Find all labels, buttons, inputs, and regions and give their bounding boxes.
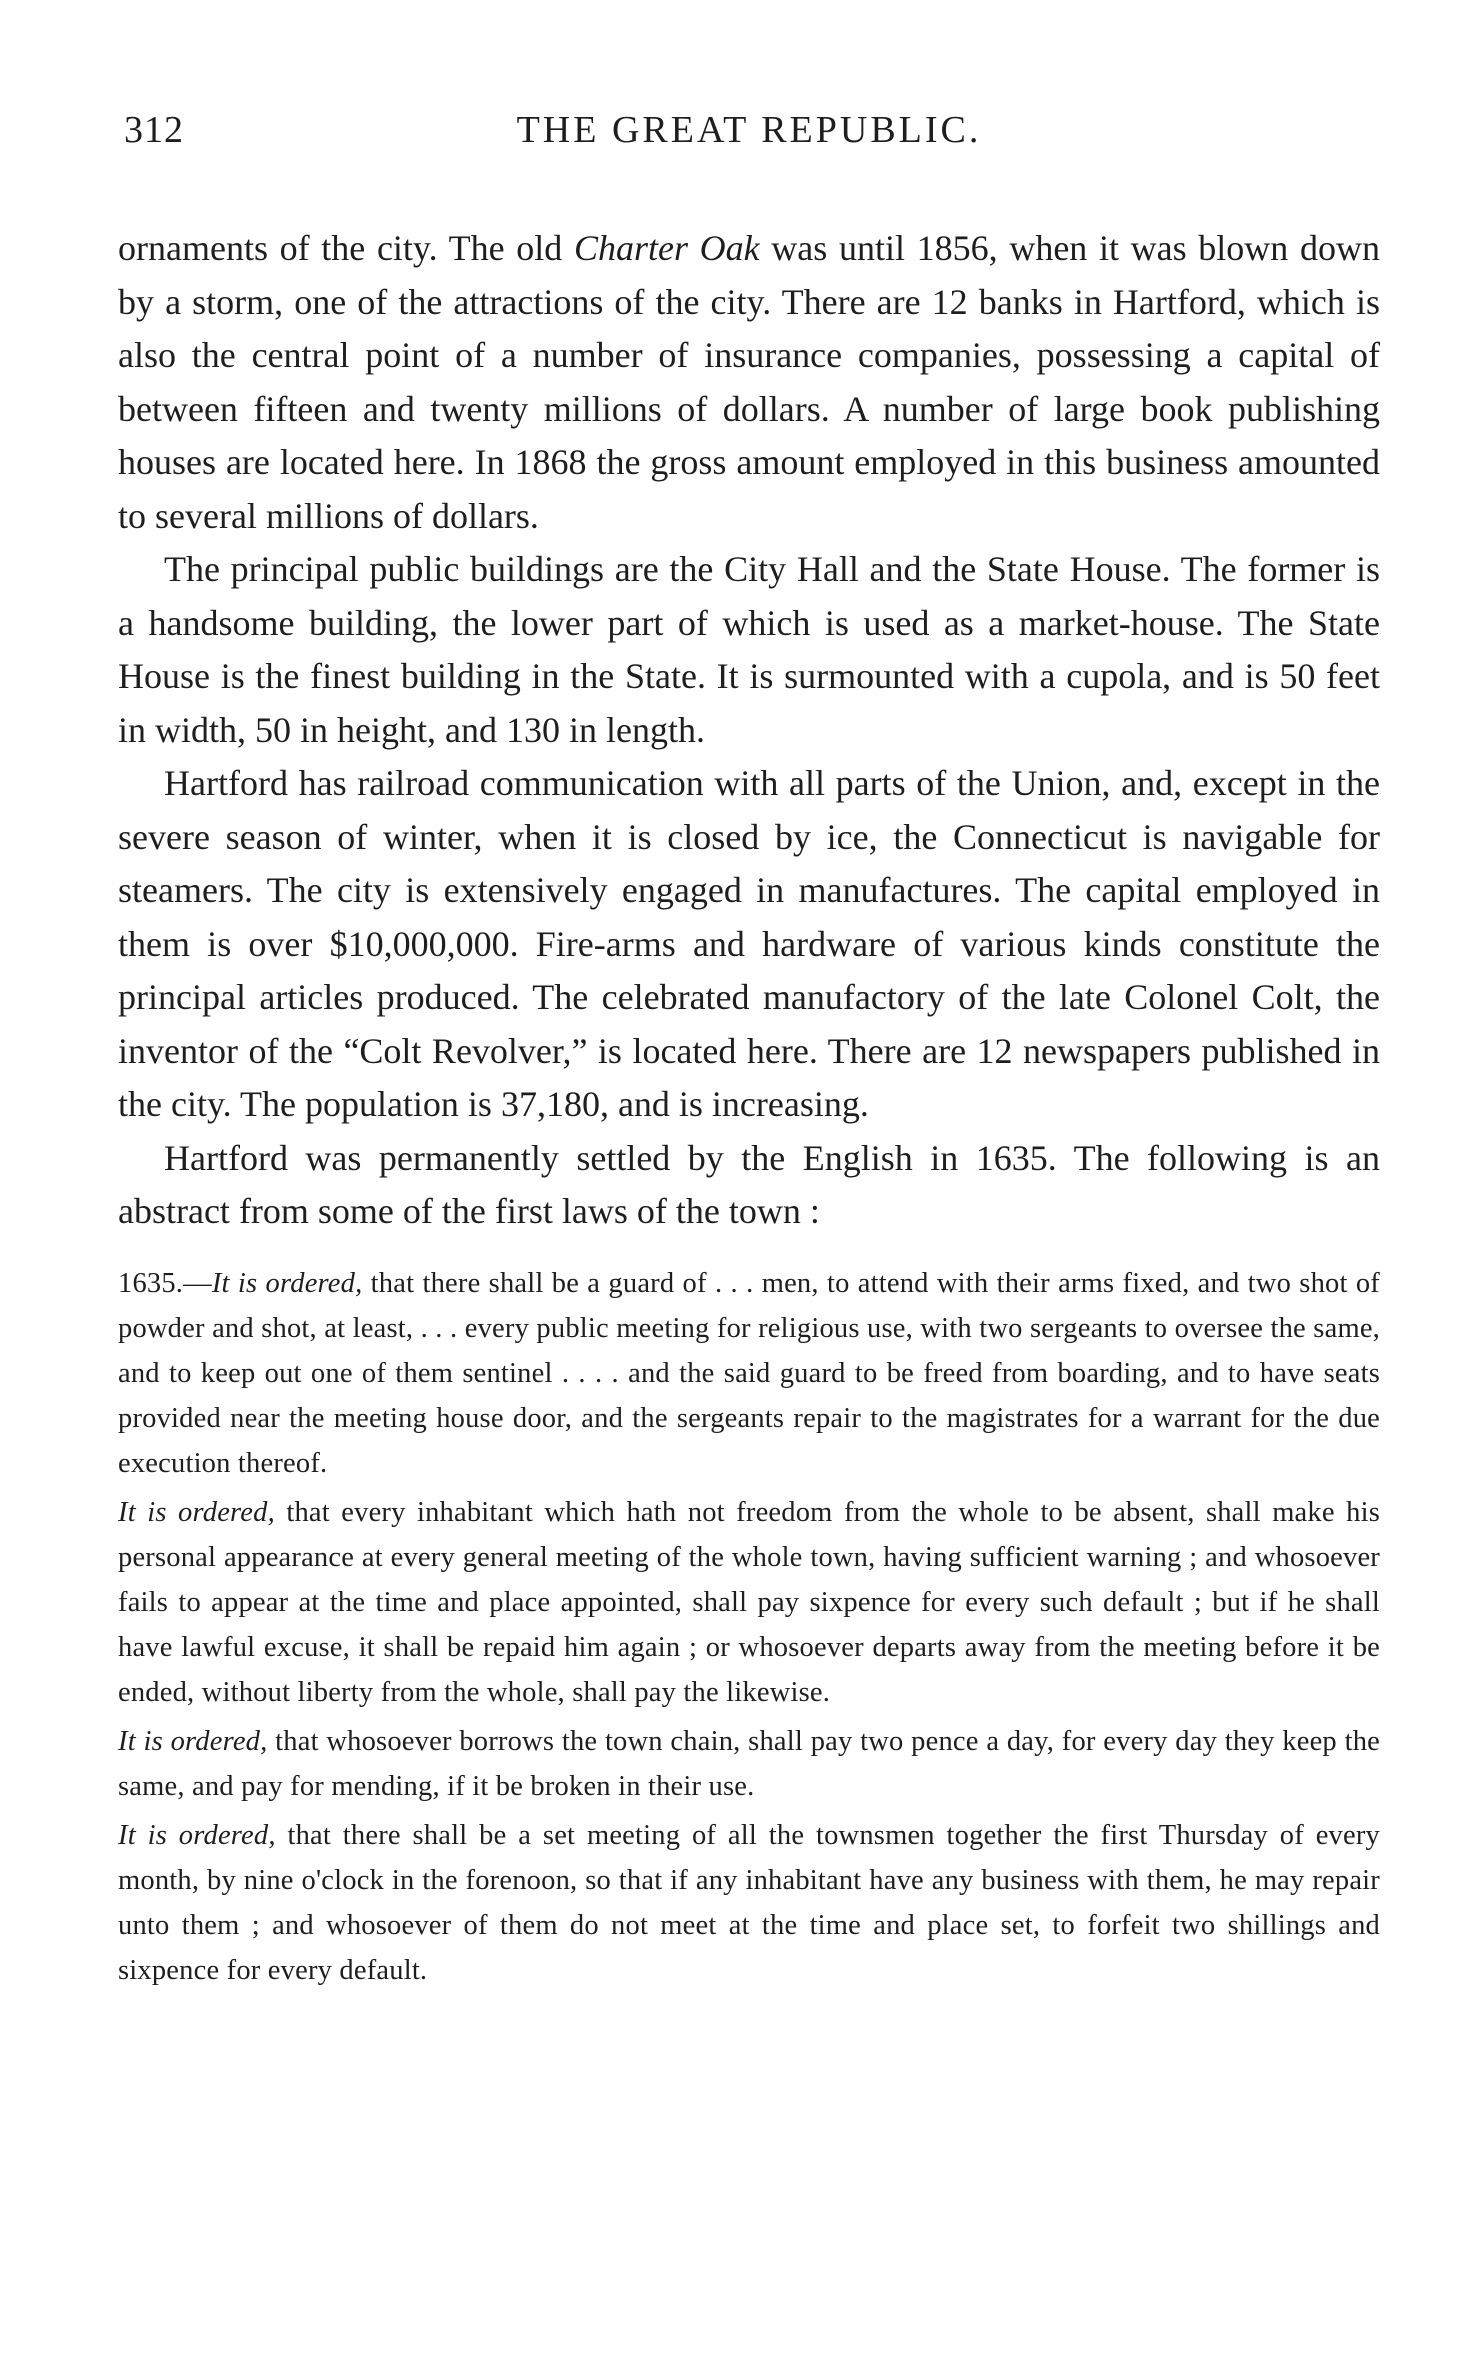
page-header bbox=[118, 100, 1380, 160]
italic-charter-oak: Charter Oak bbox=[573, 228, 760, 268]
law-4: It is ordered, that there shall be a set meeting of all the townsmen together the first Thursday of every month, by nine o'clock in the forenoon, so that if any inhabitant have any business with them, he may repair unto them ; and whosoever of them do not meet at the time and place set, to forfeit two shillings and sixpence for every default. bbox=[118, 1819, 1380, 1986]
law-1: 1635.—It is ordered, that there shall be a guard of . . . men, to attend with their arms fixed, and two shot of powder and shot, at least, . . . every public meeting for religious use, with two sergeants to oversee the same, and to keep out one of them sentinel . . . . and the said guard to be freed from boarding, and to have seats provided near the meeting house door, and the sergeants repair to the magistrates for a warrant for the due execution thereof. bbox=[118, 1267, 1380, 1479]
law-2: It is ordered, that every inhabitant which hath not freedom from the whole to be absent, shall make his personal appearance at every general meeting of the whole town, having sufficient warning ; and whosoever fails to appear at the time and place appointed, shall pay sixpence for every such default ; but if he shall have lawful excuse, it shall be repaid him again ; or whosoever departs away from the meeting before it be ended, without liberty from the whole, shall pay the likewise. bbox=[118, 1496, 1380, 1708]
book-page bbox=[118, 100, 1380, 1993]
body-text bbox=[118, 222, 1380, 1239]
paragraph-settlement: Hartford was permanently settled by the English in 1635. The following is an abstract from some of the first laws of the town : bbox=[118, 1137, 1380, 1231]
town-laws-excerpt bbox=[118, 1261, 1380, 1993]
paragraph-public-buildings: The principal public buildings are the City Hall and the State House. The former is a handsome building, the lower part of which is used as a market-house. The State House is the finest building in the State. It is surmounted with a cupola, and is 50 feet in width, 50 in height, and 130 in length. bbox=[118, 549, 1380, 750]
paragraph-charter-oak: ornaments of the city. The old Charter Oak was until 1856, when it was blown down by a storm, one of the attractions of the city. There are 12 banks in Hartford, which is also the central point of a number of insurance companies, possessing a capital of between fifteen and twenty millions of dollars. A number of large book publishing houses are located here. In 1868 the gross amount employed in this business amounted to several millions of dollars. bbox=[118, 228, 1380, 536]
law-3: It is ordered, that whosoever borrows the town chain, shall pay two pence a day, for every day they keep the same, and pay for mending, if it be broken in their use. bbox=[118, 1725, 1380, 1802]
page-number: 312 bbox=[124, 109, 184, 151]
running-title: THE GREAT REPUBLIC. bbox=[516, 109, 982, 151]
paragraph-commerce: Hartford has railroad communication with all parts of the Union, and, except in the severe season of winter, when it is closed by ice, the Connecticut is navigable for steamers. The city is extensively engaged in manufactures. The capital employed in them is over $10,000,000. Fire-arms and hardware of various kinds constitute the principal articles produced. The celebrated manufactory of the late Colonel Colt, the inventor of the “Colt Revolver,” is located here. There are 12 newspapers published in the city. The population is 37,180, and is increasing. bbox=[118, 763, 1380, 1124]
